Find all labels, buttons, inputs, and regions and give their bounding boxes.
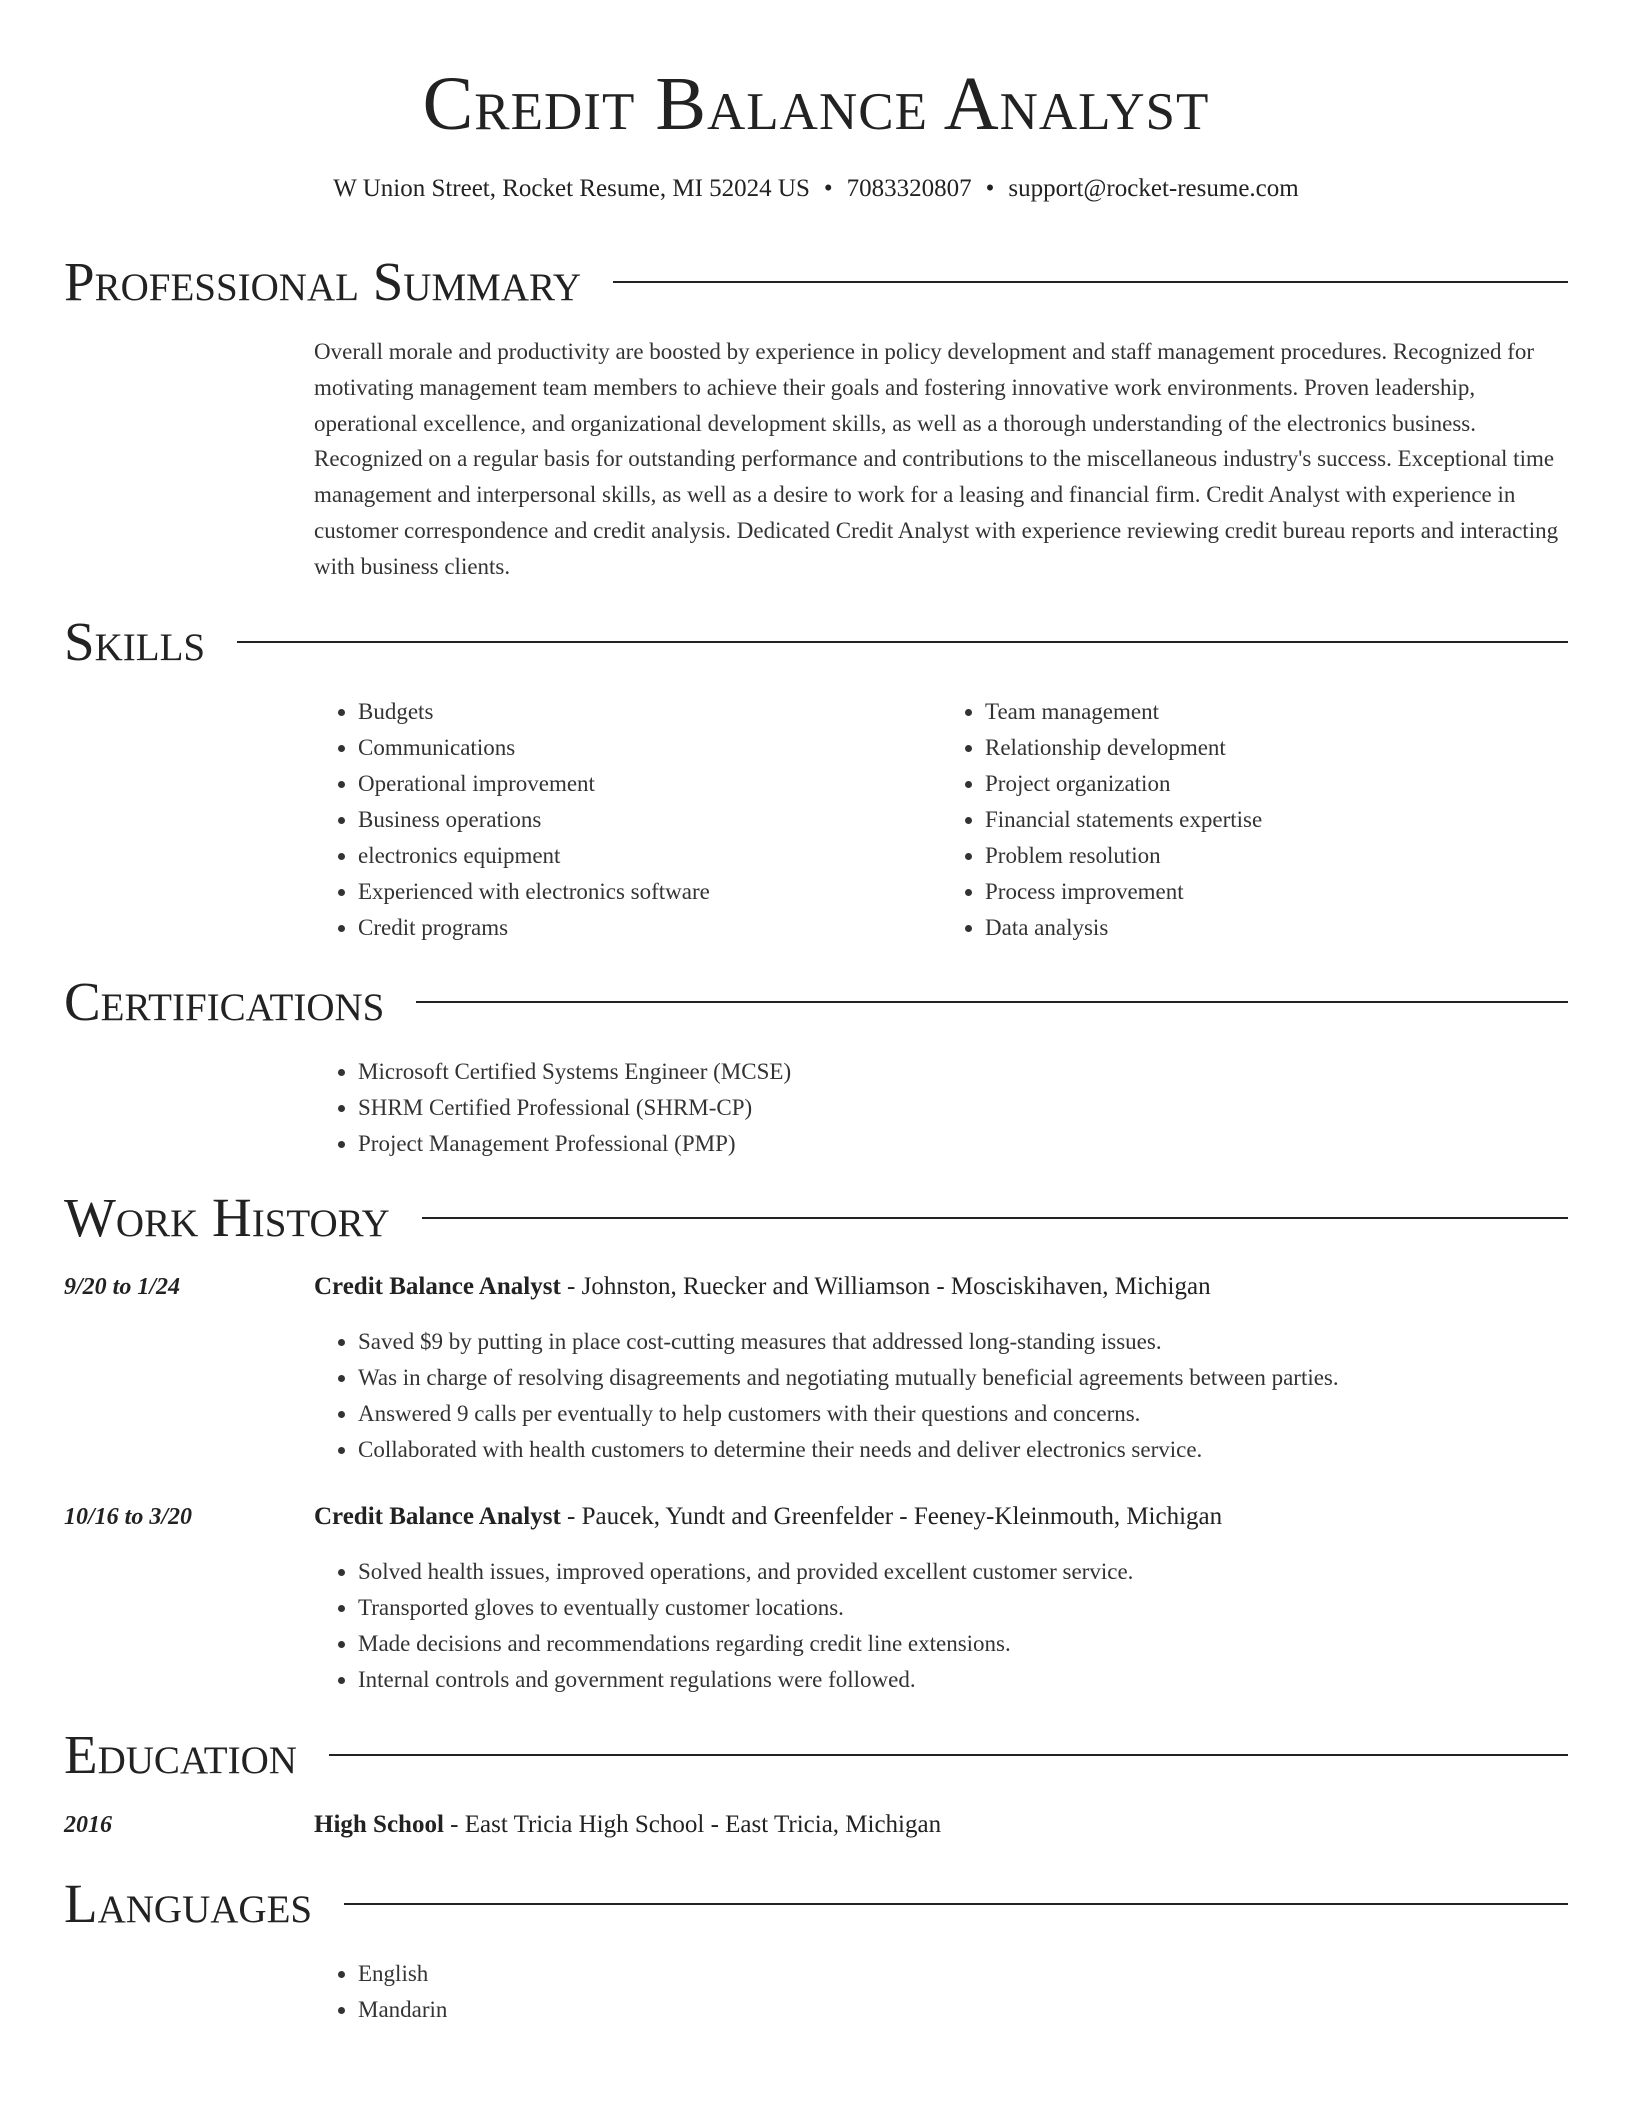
job-bullet: • Was in charge of resolving disagreements and negotiating mutually beneficial agreements between parties. — [358, 1360, 1568, 1396]
section-divider — [344, 1903, 1568, 1905]
section-divider — [237, 641, 1568, 643]
languages-block — [314, 1956, 1568, 2028]
education-school-location: - East Tricia High School - East Tricia, Michigan — [443, 1811, 942, 1838]
skills-list-right — [941, 694, 1568, 946]
section-title-education: Education — [64, 1724, 297, 1785]
section-title-work-history: Work History — [64, 1187, 390, 1248]
certification-item: • SHRM Certified Professional (SHRM-CP) — [358, 1090, 1568, 1126]
section-divider — [416, 1001, 1568, 1003]
skill-item: • Data analysis — [985, 910, 1568, 946]
job-bullets — [314, 1324, 1568, 1468]
job-bullet: • Transported gloves to eventually customer locations. — [358, 1590, 1568, 1626]
job-employer-location: - Paucek, Yundt and Greenfelder - Feeney-Kleinmouth, Michigan — [560, 1503, 1223, 1530]
section-divider — [422, 1217, 1568, 1219]
skill-item: • electronics equipment — [358, 838, 941, 874]
skill-item: • Communications — [358, 730, 941, 766]
job-title-line — [314, 1270, 1211, 1304]
job-dates: 9/20 to 1/24 — [64, 1274, 181, 1300]
skill-item: • Process improvement — [985, 874, 1568, 910]
skills-columns — [314, 694, 1568, 946]
job-bullet: • Saved $9 by putting in place cost-cutting measures that addressed long-standing issues. — [358, 1324, 1568, 1360]
candidate-name: Credit Balance Analyst — [422, 62, 1210, 146]
section-divider — [613, 281, 1568, 283]
skill-item: • Relationship development — [985, 730, 1568, 766]
job-title-line — [314, 1500, 1222, 1534]
education-header — [64, 1723, 1568, 1787]
job-role: Credit Balance Analyst — [314, 1503, 561, 1530]
summary-text: Overall morale and productivity are boosted by experience in policy development and staff management procedures. Recognized for motivating management team members to achieve their goals and fostering innovative work environments. Proven leadership, operational excellence, and organizational development skills, as well as a thorough understanding of the electronics business. Recognized on a regular basis for outstanding performance and contributions to the miscellaneous industry's success. Exceptional time management and interpersonal skills, as well as a desire to work for a leasing and financial firm. Credit Analyst with experience in customer correspondence and credit analysis. Dedicated Credit Analyst with experience reviewing credit bureau reports and interacting with business clients. — [314, 339, 1559, 579]
work-history-header — [64, 1186, 1568, 1250]
section-title-certifications: Certifications — [64, 971, 385, 1032]
skill-item: • Project organization — [985, 766, 1568, 802]
section-title-languages: Languages — [64, 1873, 313, 1934]
skill-item: • Credit programs — [358, 910, 941, 946]
address: W Union Street, Rocket Resume, MI 52024 US — [333, 175, 810, 202]
education-line — [314, 1808, 941, 1842]
job-bullet: • Internal controls and government regulations were followed. — [358, 1662, 1568, 1698]
summary-header — [64, 250, 1568, 314]
job-bullets-block — [314, 1554, 1568, 1698]
language-item: • Mandarin — [358, 1992, 1568, 2028]
email: support@rocket-resume.com — [1008, 175, 1299, 202]
education-year: 2016 — [64, 1812, 112, 1838]
contact-line — [64, 172, 1568, 206]
skill-item: • Operational improvement — [358, 766, 941, 802]
section-divider — [329, 1754, 1568, 1756]
skills-list-left — [314, 694, 941, 946]
skill-item: • Financial statements expertise — [985, 802, 1568, 838]
languages-list — [314, 1956, 1568, 2028]
resume-page — [64, 0, 1568, 2022]
job-bullet: • Collaborated with health customers to determine their needs and deliver electronics service. — [358, 1432, 1568, 1468]
skills-header — [64, 610, 1568, 674]
section-title-skills: Skills — [64, 611, 206, 672]
skill-item: • Team management — [985, 694, 1568, 730]
separator-dot: • — [985, 175, 995, 202]
skill-item: • Experienced with electronics software — [358, 874, 941, 910]
phone: 7083320807 — [846, 175, 972, 202]
skill-item: • Budgets — [358, 694, 941, 730]
skill-item: • Problem resolution — [985, 838, 1568, 874]
job-bullets-block — [314, 1324, 1568, 1468]
certifications-block — [314, 1054, 1568, 1162]
separator-dot: • — [823, 175, 833, 202]
job-bullet: • Answered 9 calls per eventually to help customers with their questions and concerns. — [358, 1396, 1568, 1432]
job-employer-location: - Johnston, Ruecker and Williamson - Mosciskihaven, Michigan — [560, 1273, 1211, 1300]
certification-item: • Microsoft Certified Systems Engineer (MCSE) — [358, 1054, 1568, 1090]
job-bullets — [314, 1554, 1568, 1698]
language-item: • English — [358, 1956, 1568, 1992]
certifications-list — [314, 1054, 1568, 1162]
certifications-header — [64, 970, 1568, 1034]
education-degree: High School — [314, 1811, 444, 1838]
job-role: Credit Balance Analyst — [314, 1273, 561, 1300]
job-bullet: • Made decisions and recommendations regarding credit line extensions. — [358, 1626, 1568, 1662]
certification-item: • Project Management Professional (PMP) — [358, 1126, 1568, 1162]
job-dates: 10/16 to 3/20 — [64, 1504, 193, 1530]
skill-item: • Business operations — [358, 802, 941, 838]
section-title-summary: Professional Summary — [64, 251, 582, 312]
job-bullet: • Solved health issues, improved operations, and provided excellent customer service. — [358, 1554, 1568, 1590]
languages-header — [64, 1872, 1568, 1936]
